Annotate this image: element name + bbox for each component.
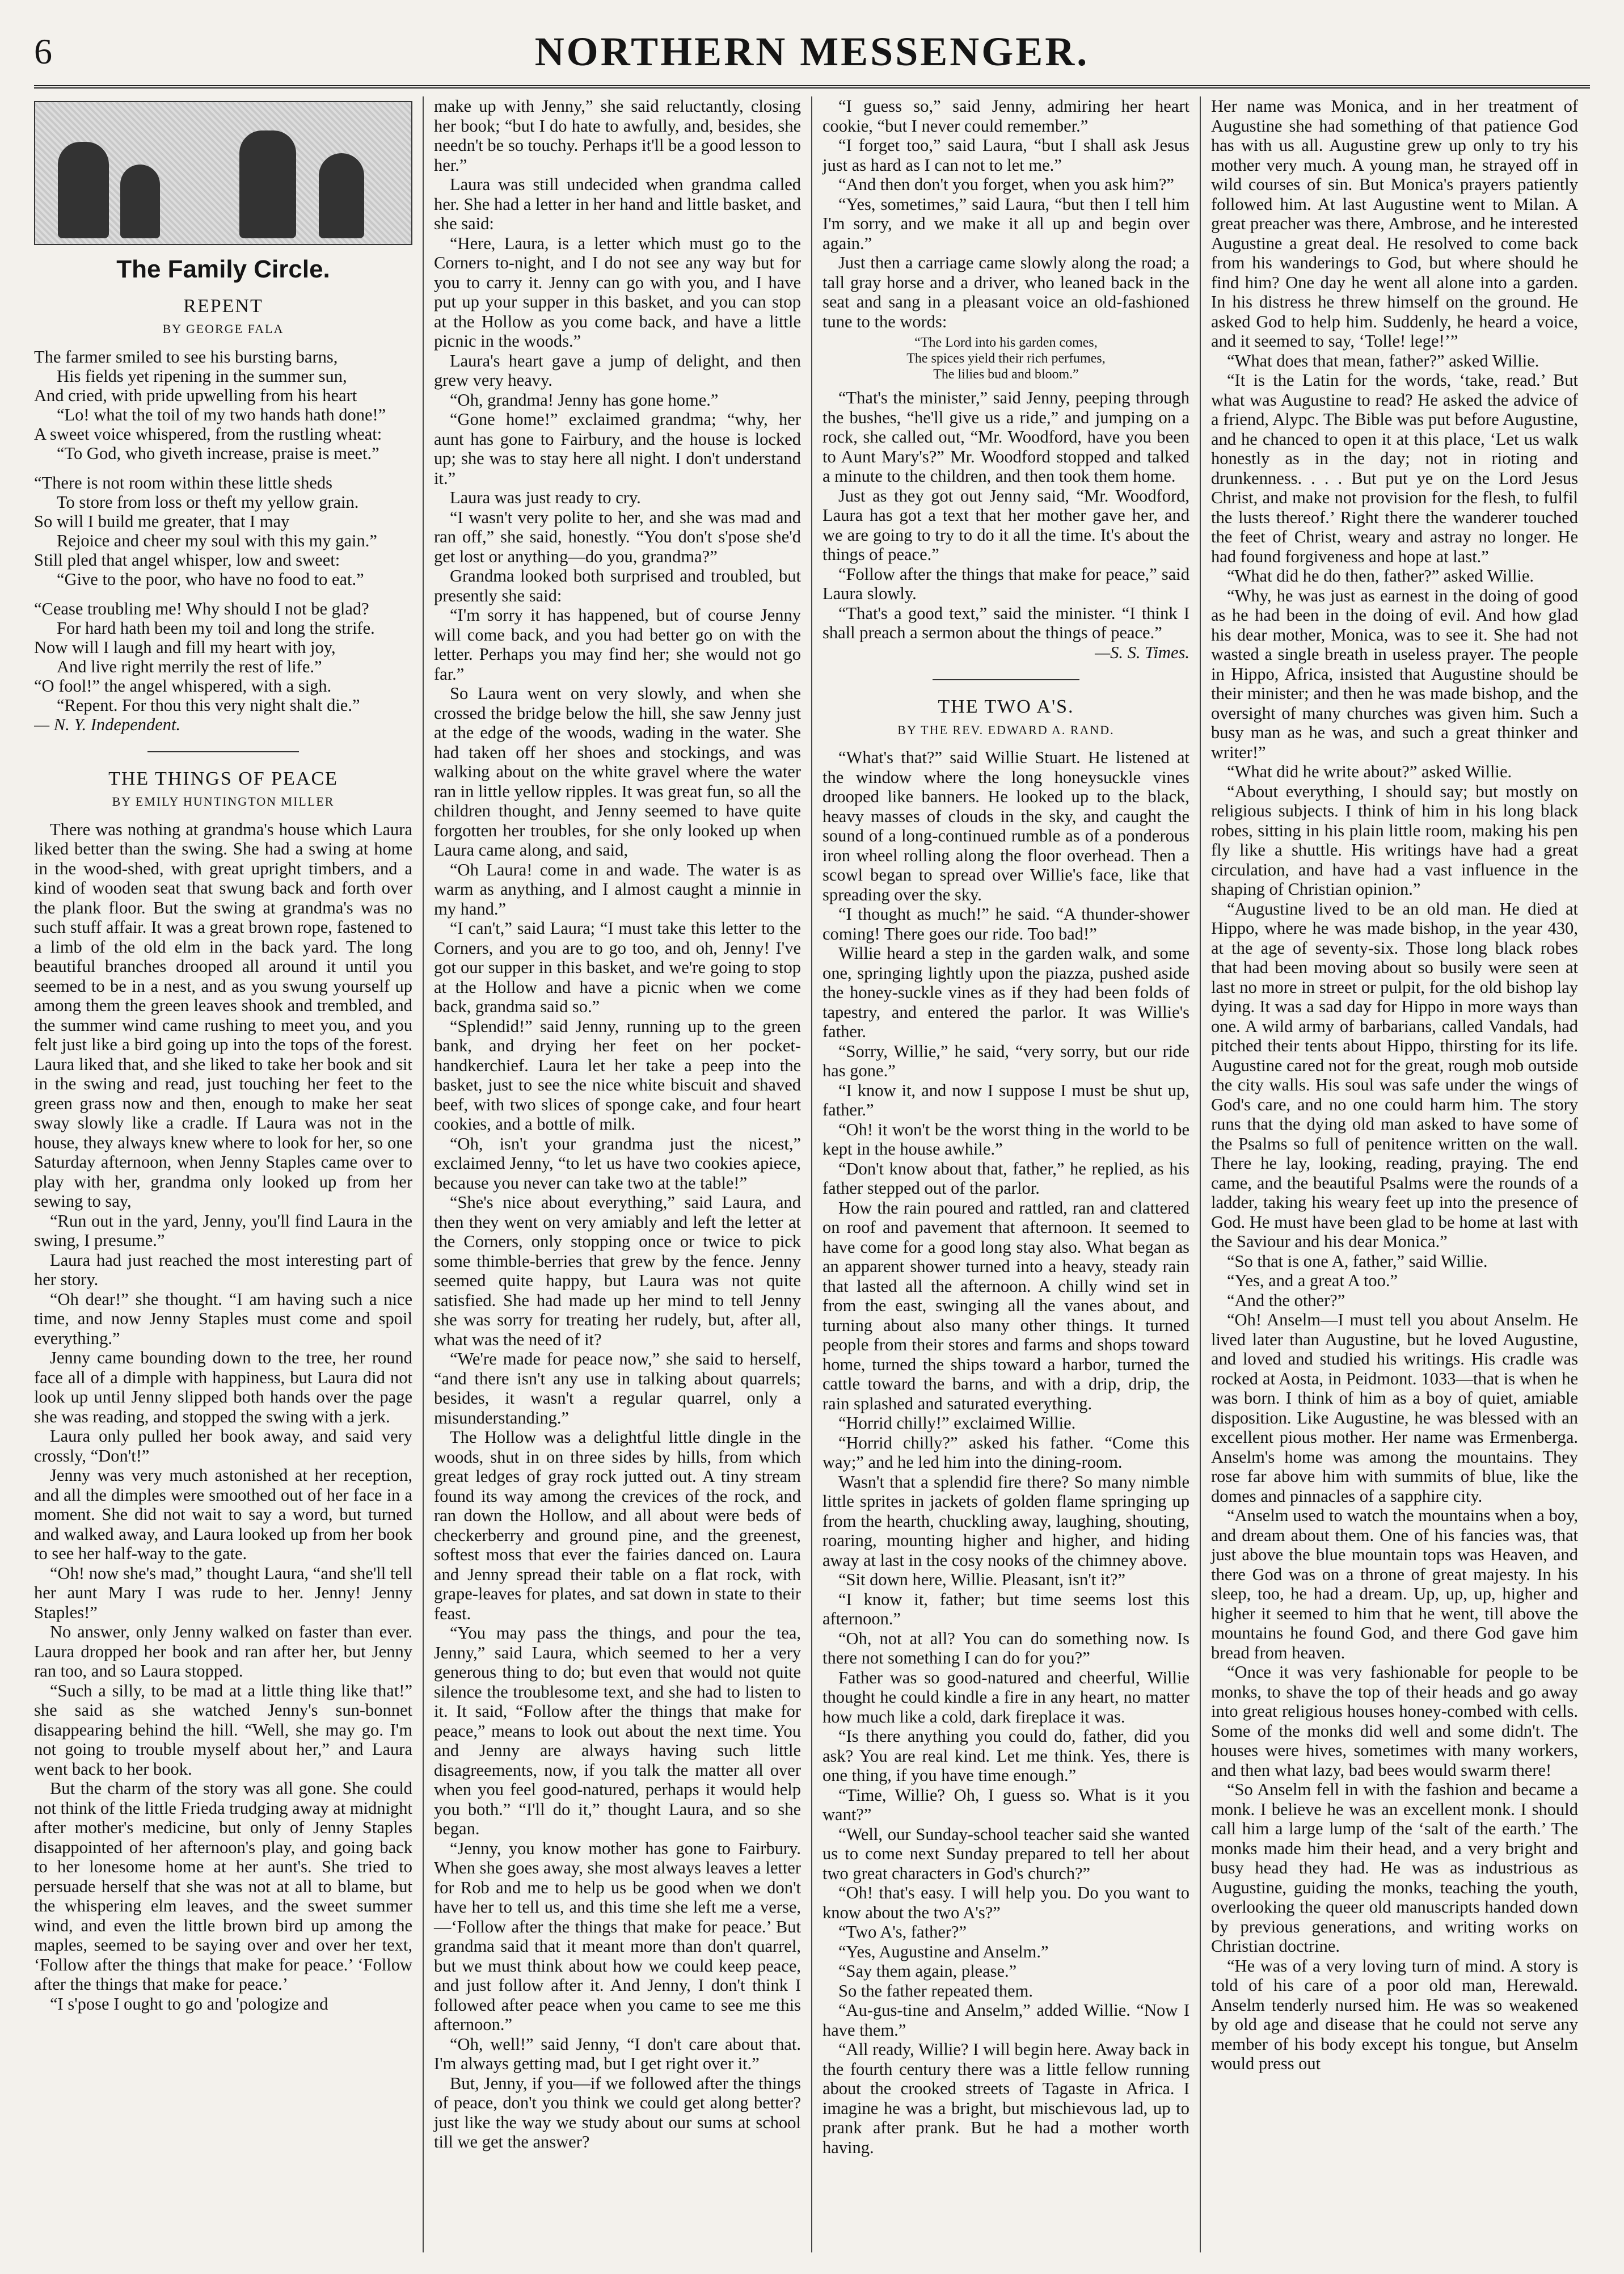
paragraph: “And then don't you forget, when you ask him?” <box>838 175 1174 194</box>
paragraph: “So that is one A, father,” said Willie. <box>1227 1251 1488 1271</box>
paragraph: “What does that mean, father?” asked Willie. <box>1227 351 1539 370</box>
paragraph: “Jenny, you know mother has gone to Fairbury. When she goes away, she most always leaves a letter for Rob and me to help us be good when we don't have her to tell us, and this time she left me a verse,—‘Follow after the things that make for peace.’ But grandma said that it meant more than don't quarrel, but we must think about how we could keep peace, and just follow after it. And Jenny, I don't think I followed after peace when you came to see me this afternoon.” <box>434 1838 801 2034</box>
poem-line: “Cease troubling me! Why should I not be glad? <box>34 599 369 618</box>
poem-line: “Lo! what the toil of my two hands hath done!” <box>57 405 386 424</box>
paragraph: “Here, Laura, is a letter which must go to the Corners to-night, and I do not see any way but for you to carry it. Jenny can go with you, and I have put up your supper in this basket, and you can stop at the Hollow as you come back, and have a little picnic in the woods.” <box>434 233 801 351</box>
paragraph: “What did he do then, father?” asked Willie. <box>1227 566 1534 586</box>
poem-line: For hard hath been my toil and long the strife. <box>57 618 375 638</box>
poem-byline: BY GEORGE FALA <box>162 322 284 336</box>
paragraph: “Say them again, please.” <box>838 1961 1017 1981</box>
paragraph: “Gone home!” exclaimed grandma; “why, her aunt has gone to Fairbury, and the house is locked up; she was to stay here all night. I don't understand it.” <box>434 410 801 488</box>
paragraph: “Oh, grandma! Jenny has gone home.” <box>450 390 719 410</box>
paragraph: Laura only pulled her book away, and said very crossly, “Don't!” <box>34 1426 412 1466</box>
paragraph: Laura had just reached the most interesting part of her story. <box>34 1250 412 1289</box>
paragraph: “Horrid chilly?” asked his father. “Come this way;” and he led him into the dining-room. <box>822 1433 1189 1472</box>
paragraph: Laura was just ready to cry. <box>450 488 641 507</box>
paragraph: “I know it, and now I suppose I must be shut up, father.” <box>822 1080 1189 1119</box>
article-title: THE THINGS OF PEACE <box>108 768 338 789</box>
paragraph: “Oh, well!” said Jenny, “I don't care about that. I'm always getting mad, but I get right over it.” <box>434 2034 801 2073</box>
paragraph: Laura's heart gave a jump of delight, and then grew very heavy. <box>434 351 801 390</box>
paragraph: “All ready, Willie? I will begin here. Away back in the fourth century there was a little fellow running about the crooked streets of Tagaste in Africa. I imagine he was a bright, but mischievous lad, up to prank after prank. But he had a mother worth having. <box>822 2040 1189 2157</box>
paragraph: “I'm sorry it has happened, but of course Jenny will come back, and you had better go on with the letter. Perhaps you may find her; she would not go far.” <box>434 605 801 684</box>
paragraph: “Oh, isn't your grandma just the nicest,” exclaimed Jenny, “to let us have two cookies apiece, because you never can take two at the table!” <box>434 1134 801 1193</box>
paragraph: Jenny came bounding down to the tree, her round face all of a dimple with happiness, but Laura did not look up until Jenny slipped both hands over the page she was reading, and stopped the swing with a jerk. <box>34 1348 412 1426</box>
paragraph: make up with Jenny,” she said reluctantly, closing her book; “but I do hate to awfully, and, besides, she needn't be so touchy. Perhaps it'll be a good lesson to her.” <box>434 96 801 175</box>
paragraph: “I can't,” said Laura; “I must take this letter to the Corners, and you are to go too, and oh, Jenny! I've got our supper in this basket, and we're going to stop at the Hollow and have a picnic when we come back, grandma said so.” <box>434 919 801 1016</box>
paragraph: The Hollow was a delightful little dingle in the woods, shut in on three sides by hills, from which great ledges of gray rock jutted out. A tiny stream found its way among the crevices of the rock, and ran down the Hollow, and all about were beds of checkerberry and ground pine, and the greenest, softest moss that ever the fairies danced on. Laura and Jenny spread their table on a flat rock, with grape-leaves for plates, and sat down in state to their feast. <box>434 1427 801 1623</box>
paragraph: There was nothing at grandma's house which Laura liked better than the swing. She had a swing at home in the wood-shed, with great upright timbers, and a kind of wooden seat that swung back and forth over the plank floor. But the swing at grandma's was no such stuff affair. It was a great brown rope, fastened to a limb of the old elm in the back yard. The long beautiful branches drooped all around it until you seemed to be in a nest, and as you swung yourself up among them the green leaves shook and trembled, and the summer wind came rushing to meet you, and you felt just like a bird going up into the tops of the forest. Laura liked that, and she liked to take her book and sit in the swing and read, just touching her feet to the green grass now and then, enough to make her seat sway slowly like a cradle. If Laura was not in the house, they always knew where to look for her, so one Saturday afternoon, when Jenny Staples came over to play with her, grandma only looked up from her sewing to say, <box>34 819 412 1211</box>
paragraph: “I wasn't very polite to her, and she was mad and ran off,” she said, honestly. “You don't s'pose she'd get lost or anything—do you, grandma?” <box>434 507 801 566</box>
paragraph: “Once it was very fashionable for people to be monks, to shave the top of their heads and go away into great religious houses honey-combed with cells. Some of the monks did well and some didn't. The houses were hives, sometimes with many workers, and then what lazy, bad bees would swarm there! <box>1211 1662 1578 1780</box>
article-credit: —S. S. Times. <box>1095 642 1189 662</box>
section-title: The Family Circle. <box>116 255 330 283</box>
poem-line: And live right merrily the rest of life.” <box>57 656 322 676</box>
poem-line: To store from loss or theft my yellow grain. <box>57 492 359 512</box>
article-body <box>34 820 412 2014</box>
paragraph: “I thought as much!” he said. “A thunder-shower coming! There goes our ride. Too bad!” <box>822 904 1189 944</box>
song-quote <box>822 335 1189 382</box>
paragraph: But the charm of the story was all gone. She could not think of the little Frieda trudging away at midnight after mother's medicine, but only of Jenny Staples disappointed of her afternoon's play, and going back to her lonesome home at her aunt's. She tried to persuade herself that she was not at all to blame, but the whispering elm leaves, and the sweet summer wind, and even the little brown bird up among the maples, seemed to be saying over and over her text, ‘Follow after the things that make for peace.’ ‘Follow after the things that make for peace.’ <box>34 1779 412 1994</box>
poem-line: Now will I laugh and fill my heart with joy, <box>34 637 336 657</box>
paragraph: Grandma looked both surprised and troubled, but presently she said: <box>434 566 801 605</box>
paragraph: “Oh! that's easy. I will help you. Do you want to know about the two A's?” <box>822 1883 1189 1922</box>
paragraph: Laura was still undecided when grandma called her. She had a letter in her hand and little basket, and she said: <box>434 175 801 233</box>
paragraph: Father was so good-natured and cheerful, Willie thought he could kindle a fire in any heart, no matter how much like a cold, dark fireplace it was. <box>822 1667 1189 1726</box>
paragraph: “Yes, and a great A too.” <box>1227 1271 1398 1290</box>
poem-line: The farmer smiled to see his bursting barns, <box>34 347 338 367</box>
song-line: “The Lord into his garden comes, <box>914 335 1098 350</box>
poem-line: “O fool!” the angel whispered, with a sigh. <box>34 676 332 696</box>
paragraph: “Such a silly, to be mad at a little thing like that!” she said as she watched Jenny's sun-bonnet disappearing behind the hill. “Well, she may go. I'm not going to trouble myself about her,” and Laura went back to her book. <box>34 1681 412 1779</box>
paragraph: “Anselm used to watch the mountains when a boy, and dream about them. One of his fancies was, that just above the blue mountain tops was Heaven, and there God was on a throne of great majesty. In his sleep, too, he had a dream. Up, up, up, higher and higher it seemed to him that he went, till above the mountains he found God, and there God gave him bread from heaven. <box>1211 1506 1578 1662</box>
column-2 <box>423 96 811 2252</box>
paragraph: “Follow after the things that make for peace,” said Laura slowly. <box>822 564 1189 603</box>
paragraph: “Don't know about that, father,” he replied, as his father stepped out of the parlor. <box>822 1159 1189 1198</box>
column-4 <box>1200 96 1588 2252</box>
poem-line: So will I build me greater, that I may <box>34 511 290 531</box>
paragraph: “Sorry, Willie,” he said, “very sorry, but our ride has gone.” <box>822 1041 1189 1080</box>
paragraph: “And the other?” <box>1227 1290 1345 1310</box>
paragraph: “Time, Willie? Oh, I guess so. What is it you want?” <box>822 1785 1189 1824</box>
page-header <box>34 23 1590 89</box>
paragraph: Jenny was very much astonished at her reception, and all the dimples were smoothed out of her face in a moment. She did not wait to say a word, but turned and walked away, and Laura looked up from her book to see her half-way to the gate. <box>34 1466 412 1563</box>
article-byline: BY THE REV. EDWARD A. RAND. <box>897 722 1115 737</box>
paragraph: “Oh! now she's mad,” thought Laura, “and she'll tell her aunt Mary I was rude to her. Jenny! Jenny Staples!” <box>34 1563 412 1622</box>
divider <box>147 751 299 752</box>
paragraph: “That's a good text,” said the minister. “I think I shall preach a sermon about the things of peace.” <box>822 603 1189 642</box>
masthead-title: NORTHERN MESSENGER. <box>534 29 1090 74</box>
paragraph: “Oh Laura! come in and wade. The water is as warm as anything, and I almost caught a minnie in my hand.” <box>434 860 801 919</box>
paragraph: “Sit down here, Willie. Pleasant, isn't it?” <box>838 1570 1126 1589</box>
family-circle-illustration <box>34 101 412 245</box>
paragraph: “That's the minister,” said Jenny, peeping through the bushes, “he'll give us a ride,” and jumping on a rock, she called out, “Mr. Woodford, have you been to Aunt Mary's?” Mr. Woodford stopped and talked a minute to the children, and then took them home. <box>822 388 1189 486</box>
paragraph: No answer, only Jenny walked on faster than ever. Laura dropped her book and ran after her, but Jenny ran too, and so Laura stopped. <box>34 1622 412 1681</box>
paragraph: “Augustine lived to be an old man. He died at Hippo, where he was made bishop, in the year 430, at the age of seventy-six. Those long black robes that had been moving about so busily were seen at last no more in street or pulpit, for the old bishop lay dying. It was a sad day for Hippo in more ways than one. A wild army of barbarians, called Vandals, had pitched their tents about Hippo, thirsting for its life. Augustine cared not for the great, rough mob outside the city walls. His soul was safe under the wings of God's care, and no one could harm him. The story runs that the dying old man asked to have some of the Psalms so full of penitence written on the wall. There he lay, looking, reading, praying. The end came, and the beautiful Psalms were the rounds of a ladder, taking his weary feet up into the presence of God. He must have been glad to be home at last with the Saviour and his dear Monica.” <box>1211 899 1578 1251</box>
columns <box>34 96 1590 2252</box>
poem-title: REPENT <box>183 295 263 317</box>
song-line: The lilies bud and bloom.” <box>933 367 1079 382</box>
paragraph: “Is there anything you could do, father, did you ask? You are real kind. Let me think. Yes, there is one thing, if you have time enough.” <box>822 1726 1189 1785</box>
paragraph: “So Anselm fell in with the fashion and became a monk. I believe he was an excellent monk. I should call him a large lump of the ‘salt of the earth.’ The monks made him their head, and a very bright and busy head they had. He was as industrious as Augustine, guiding the monks, teaching the youth, overlooking the queer old manuscripts handed down by previous generations, and writing works on Christian doctrine. <box>1211 1780 1578 1956</box>
poem-line: His fields yet ripening in the summer sun, <box>57 366 347 386</box>
paragraph: “He was of a very loving turn of mind. A story is told of his care of a poor old man, Herewald. Anselm tenderly nursed him. He was so weakened by old age and disease that he could not serve any member of his body except his tongue, but Anselm would press out <box>1211 1956 1578 2073</box>
paragraph: “About everything, I should say; but mostly on religious subjects. I think of him in his long black robes, sitting in his plain little room, making his pen fly like a shuttle. His writings have had a great circulation, and have had a vast influence in the shaping of Christian opinion.” <box>1211 781 1578 899</box>
paragraph: “Splendid!” said Jenny, running up to the green bank, and drying her feet on her pocket-handkerchief. Laura let her take a peep into the basket, just to see the nice white biscuit and shaved beef, with two slices of sponge cake, and four heart cookies, and a bottle of milk. <box>434 1016 801 1134</box>
divider <box>933 679 1079 680</box>
paragraph: “I know it, father; but time seems lost this afternoon.” <box>822 1589 1189 1628</box>
paragraph: “Oh dear!” she thought. “I am having such a nice time, and now Jenny Staples must come and spoil everything.” <box>34 1289 412 1348</box>
column-1 <box>34 96 423 2252</box>
poem-line: And cried, with pride upwelling from his heart <box>34 385 357 405</box>
poem-line: A sweet voice whispered, from the rustling wheat: <box>34 424 382 444</box>
paragraph: “Yes, sometimes,” said Laura, “but then I tell him I'm sorry, and we make it all up and begin over again.” <box>822 194 1189 253</box>
song-line: The spices yield their rich perfumes, <box>906 351 1106 366</box>
paragraph: “Yes, Augustine and Anselm.” <box>838 1942 1049 1961</box>
article-title: THE TWO A'S. <box>938 696 1074 717</box>
paragraph: “It is the Latin for the words, ‘take, read.’ But what was Augustine to read? He asked the advice of a friend, Alypc. The Bible was put before Augustine, and he chanced to open it at this place, ‘Let us walk honestly as in the day; not in rioting and drunkenness. . . . But put ye on the Lord Jesus Christ, and make not provision for the flesh, to fulfil the lusts thereof.’ Right there the wanderer touched the feet of Christ, weary and astray no longer. He had found forgiveness and hope at last.” <box>1211 370 1578 566</box>
poem-line: “Repent. For thou this very night shalt die.” <box>57 695 360 715</box>
poem-credit: — N. Y. Independent. <box>34 714 181 734</box>
poem-line: Still pled that angel whisper, low and sweet: <box>34 550 340 570</box>
paragraph: “Au-gus-tine and Anselm,” added Willie. “Now I have them.” <box>822 2001 1189 2040</box>
paragraph: “What did he write about?” asked Willie. <box>1227 762 1512 781</box>
paragraph: “She's nice about everything,” said Laura, and then they went on very amiably and left the letter at the Corners, only stopping once or twice to pick some thimble-berries that grew by the fence. Jenny seemed quite happy, but Laura was not quite satisfied. She had made up her mind to tell Jenny she was sorry for treating her rudely, but, after all, what was the need of it? <box>434 1193 801 1349</box>
paragraph: “I s'pose I ought to go and 'pologize and <box>50 1994 328 2014</box>
paragraph: “What's that?” said Willie Stuart. He listened at the window where the long honeysuckle vines drooped like banners. He looked up to the black, heavy masses of clouds in the sky, and caught the sound of a long-continued rumble as of a ponderous iron wheel rolling along the floor overhead. Then a scowl began to spread over Willie's face, like that spreading over the sky. <box>822 748 1189 904</box>
paragraph: “I guess so,” said Jenny, admiring her heart cookie, “but I never could remember.” <box>822 96 1189 136</box>
paragraph: So the father repeated them. <box>838 1981 1033 2001</box>
paragraph: Just then a carriage came slowly along the road; a tall gray horse and a driver, who leaned back in the seat and sang in a pleasant voice an old-fashioned tune to the words: <box>822 253 1189 331</box>
poem-line: Rejoice and cheer my soul with this my gain.” <box>57 530 377 550</box>
paragraph: Her name was Monica, and in her treatment of Augustine she had something of that patience God has with us all. Augustine grew up only to try his mother very much. A young man, he strayed off in wild courses of sin. But Monica's prayers patiently followed him. At last Augustine went to Milan. A great preacher was there, Ambrose, and he interested Augustine a great deal. He resolved to come back from his wanderings to God, but where should he find him? One day he went all alone into a garden. In his distress he threw himself on the ground. He asked God to help him. Suddenly, he heard a voice, and it seemed to say, ‘Tolle! lege!’” <box>1211 96 1578 351</box>
paragraph: So Laura went on very slowly, and when she crossed the bridge below the hill, she saw Jenny just at the edge of the woods, wading in the water. She had taken off her shoes and stockings, and was walking about on the white gravel where the water ran in little yellow ripples. It was great fun, so all the children thought, and Jenny seemed to have quite forgotten her troubles, for she only looked up when Laura came along, and said, <box>434 684 801 860</box>
paragraph: “Oh, not at all? You can do something now. Is there not something I can do for you?” <box>822 1628 1189 1667</box>
paragraph: But, Jenny, if you—if we followed after the things of peace, don't you think we could get along better? just like the way we study about our sums at school till we get the answer? <box>434 2073 801 2151</box>
column-3 <box>811 96 1200 2252</box>
paragraph: “We're made for peace now,” she said to herself, “and there isn't any use in talking about quarrels; besides, it wasn't a regular quarrel, only a misunderstanding.” <box>434 1349 801 1427</box>
paragraph: “Run out in the yard, Jenny, you'll find Laura in the swing, I presume.” <box>34 1211 412 1250</box>
paragraph: Willie heard a step in the garden walk, and some one, springing lightly upon the piazza, pushed aside the honey-suckle vines as if they had been folds of tapestry, and entered the parlor. It was Willie's father. <box>822 944 1189 1041</box>
page-number: 6 <box>34 31 52 71</box>
paragraph: “Oh! it won't be the worst thing in the world to be kept in the house awhile.” <box>822 1119 1189 1159</box>
poem-line: “To God, who giveth increase, praise is meet.” <box>57 443 379 463</box>
paragraph: How the rain poured and rattled, ran and clattered on roof and pavement that afternoon. It seemed to have come for a good long stay also. What began as an apparent shower turned into a heavy, steady rain that lasted all the afternoon. A chilly wind set in from the east, swinging all the vanes about, and turning about also many other things. It turned people from their stores and farms and shops toward home, turned the ships toward a harbor, turned the cattle toward the barns, and with a drip, drip, the rain splashed and saturated everything. <box>822 1198 1189 1413</box>
poem-body <box>34 347 412 734</box>
paragraph: “Oh! Anselm—I must tell you about Anselm. He lived later than Augustine, but he loved Augustine, and loved and studied his writings. His cradle was rocked at Aosta, in Peidmont. 1033—that is when he was born. I think of him as a boy of quiet, amiable disposition. Like Augustine, he was blessed with an excellent pious mother. Her name was Ermenberga. Anselm's home was among the mountains. They rose far above him with summits of blue, like the domes and pinnacles of a sapphire city. <box>1211 1310 1578 1506</box>
paragraph: “You may pass the things, and pour the tea, Jenny,” said Laura, which seemed to her a very generous thing to do; but even that would not quite silence the troublesome text, and she had to listen to it. It said, “Follow after the things that make for peace,” means to look out about the next time. You and Jenny are always having such little disagreements, now, if you talk the matter all over when you feel good-natured, perhaps it would help you both.” “I'll do it,” thought Laura, and so she began. <box>434 1623 801 1838</box>
article-byline: BY EMILY HUNTINGTON MILLER <box>112 794 335 808</box>
poem-line: “Give to the poor, who have no food to eat.” <box>57 569 364 589</box>
paragraph: “I forget too,” said Laura, “but I shall ask Jesus just as hard as I can not to let me.” <box>822 136 1189 175</box>
poem-line: “There is not room within these little sheds <box>34 473 333 492</box>
paragraph: “Two A's, father?” <box>838 1922 967 1942</box>
paragraph: Wasn't that a splendid fire there? So many nimble little sprites in jackets of golden flame springing up from the hearth, chuckling away, laughing, shouting, roaring, mounting higher and higher, and hiding away at last in the cosy nooks of the chimney above. <box>822 1472 1189 1570</box>
paragraph: “Horrid chilly!” exclaimed Willie. <box>838 1413 1076 1433</box>
paragraph: Just as they got out Jenny said, “Mr. Woodford, Laura has got a text that her mother gave her, and we are going to try to do it all the time. It's about the things of peace.” <box>822 486 1189 564</box>
paragraph: “Well, our Sunday-school teacher said she wanted us to come next Sunday prepared to tell her about two great characters in God's church?” <box>822 1824 1189 1883</box>
paragraph: “Why, he was just as earnest in the doing of good as he had been in the doing of evil. And how glad his dear mother, Monica, was to see it. She had not wasted a single breath in useless prayer. The people in Hippo, Africa, insisted that Augustine should be their minister; and then he was made bishop, and the oversight of many churches was given him. Such a busy man as he was, and such a great thinker and writer!” <box>1211 586 1578 762</box>
